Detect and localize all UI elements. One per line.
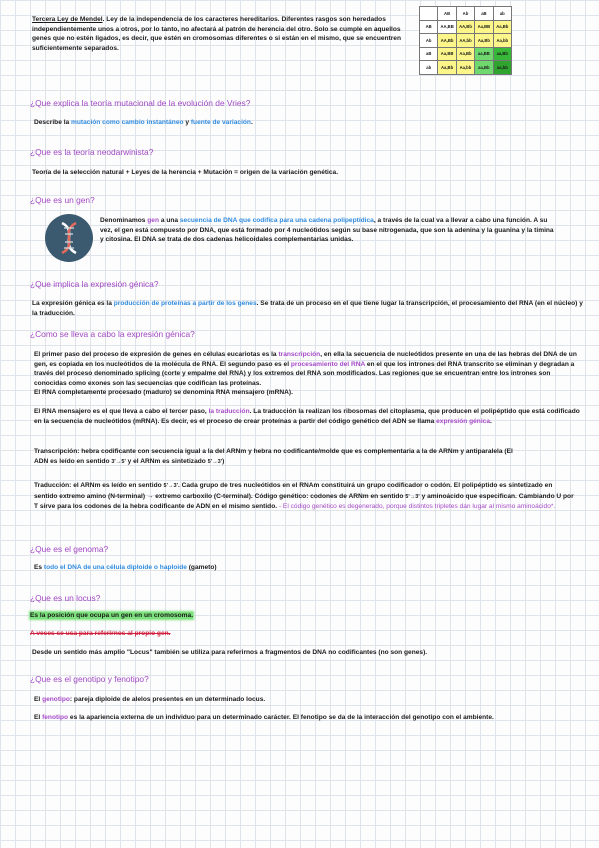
punnett-row-label: AB — [420, 20, 438, 34]
genoma-paragraph — [34, 563, 217, 573]
highlight-term: fenotipo — [42, 714, 69, 721]
heading-neodarwinista: ¿Que es la teoría neodarwinista? — [30, 147, 154, 157]
text-run: a una — [159, 217, 180, 224]
punnett-row-label: aB — [420, 47, 438, 61]
text-run: Es — [34, 564, 44, 571]
heading-genoma: ¿Que es el genoma? — [30, 544, 109, 554]
punnett-cell: Aa,bb — [493, 34, 511, 48]
punnett-cell: AA,Bb — [438, 34, 456, 48]
text-run: es la apariencia externa de un individuo para un determinado carácter. El fenotipo se da de la interacción del genotipo con el ambiente. — [68, 714, 494, 721]
heading-vries: ¿Que explica la teoría mutacional de la evolución de Vries? — [30, 98, 251, 108]
fenotipo-paragraph — [34, 713, 594, 723]
heading-expresion-genica: ¿Que implica la expresión génica? — [30, 279, 159, 289]
traduccion-paragraph — [34, 407, 580, 426]
punnett-row — [420, 61, 512, 75]
highlight-term: genotipo — [42, 696, 70, 703]
text-run: La expresión génica es la — [32, 300, 114, 307]
text-run: Describe la — [34, 119, 72, 126]
punnett-row — [420, 34, 512, 48]
highlighted-sentence: Es la posición que ocupa un gen en un cromosoma. — [30, 612, 194, 619]
highlight-term: todo el DNA de una célula diploide o haploide — [43, 564, 187, 571]
punnett-cell: aa,bb — [493, 61, 511, 75]
punnett-cell: Aa,Bb — [456, 47, 474, 61]
punnett-corner — [420, 7, 438, 21]
punnett-cell: AA,Bb — [456, 20, 474, 34]
mendel-title: Tercera Ley de Mendel — [32, 16, 103, 23]
punnett-cell: Aa,Bb — [493, 20, 511, 34]
punnett-row — [420, 47, 512, 61]
highlight-term: gen — [147, 217, 159, 224]
highlight-term: mutación como cambio instantáneo — [71, 119, 184, 126]
punnett-square — [419, 6, 512, 75]
text-run: , en ella la secuencia de nucleótidos presente en una de las hebras del DNA de un gen, es copiada en los nucleótidos de la molécula de RNA. El segundo paso es el — [34, 351, 577, 368]
text-run: y aminoácido que especifican. Cambiando U por T sirve para los codones de la hebra codificante de ADN en el mismo sentido. — [34, 492, 574, 511]
text-run: (gameto) — [186, 564, 217, 571]
text-run: , a través de la cual va a llevar a cabo una función. A su vez, el gen está compuesto por DNA, que está formado por 4 nucleótidos según su base nitrogenada, que son la adenina y la guanina y la timina y citosina. El DNA se trata de dos cadenas helicoidales complementarias unidas. — [100, 217, 554, 244]
locus-paragraph: Desde un sentido más amplio "Locus" también se utiliza para referirnos a fragmentos de DNA no codificantes (no son genes). — [32, 649, 428, 656]
text-run: y el ARNm es sintetizado — [125, 457, 208, 465]
heading-como-expresion: ¿Como se lleva a cabo la expresión génica? — [30, 329, 195, 339]
highlight-term: transcripción — [278, 351, 321, 358]
text-run: Denominamos — [100, 217, 148, 224]
traduccion-detail — [34, 481, 574, 512]
text-run: . — [250, 119, 253, 126]
punnett-cell: Aa,BB — [475, 20, 493, 34]
text-run: en el que los intrones del RNA transcrito se eliminan y degradan a través del proceso denominado splicing (corte y empalme del RNA) y los extremos del RNA son modificados. Las regiones que se encuentran entre los intrones son conocidas como exones son las secuencias que codifican las proteínas. — [34, 360, 575, 387]
text-run: El — [34, 714, 43, 721]
highlight-term: la traducción — [208, 408, 250, 415]
text-run: El — [34, 696, 43, 703]
dna-icon — [44, 213, 94, 263]
neodarwinista-paragraph: Teoría de la selección natural + Leyes de la herencia + Mutación = origen de la variación genética. — [32, 169, 339, 176]
text-run: ) — [222, 457, 225, 465]
vries-paragraph — [34, 118, 253, 128]
locus-definition — [30, 611, 193, 621]
mendel-paragraph — [32, 15, 412, 53]
punnett-cell: aa,Bb — [493, 47, 511, 61]
heading-genotipo-fenotipo: ¿Que es el genotipo y fenotipo? — [30, 674, 149, 684]
punnett-cell: aa,Bb — [475, 61, 493, 75]
text-run: Transcripción: hebra codificante con secuencia igual a la del ARNm y hebra no codificante/molde que es complementaria a la de ARNm y antiparalela (El ADN es leído en sentido — [34, 448, 513, 465]
punnett-cell: Aa,Bb — [475, 34, 493, 48]
text-run: 5'→3' — [163, 483, 178, 489]
punnett-header-row — [420, 7, 512, 21]
punnett-cell: Aa,Bb — [438, 61, 456, 75]
heading-gen: ¿Que es un gen? — [30, 195, 95, 205]
text-run: El primer paso del proceso de expresión de genes en células eucariotas es la — [34, 351, 279, 358]
text-run: . — [489, 417, 492, 425]
text-run: . Cada grupo de tres nucleótidos en el RNAm constituirá un grupo codificador o codón. El polipéptido es sintetizado en sentido extremo amino (N-terminal) → extremo carboxilo (C-terminal). Código genético: codones de ARNm en sentido — [34, 482, 553, 500]
text-run: El RNA completamente procesado (maduro) se denomina RNA mensajero (mRNA). — [34, 389, 293, 397]
text-run: El RNA mensajero es el que lleva a cabo el tercer paso, — [34, 408, 209, 415]
locus-struck-sentence — [30, 629, 170, 639]
text-run: . La traducción la realizan los ribosomas del citoplasma, que producen el polipéptido que está codificado en la secuencia de nucleótidos (mRNA). Es decir, es el proceso de crear proteínas a partir del código genético del ADN se llama — [34, 408, 580, 425]
text-run: : pareja diploide de alelos presentes en un determinado locus. — [69, 696, 266, 703]
punnett-row — [420, 20, 512, 34]
highlight-term: procesamiento del RNA — [290, 360, 365, 368]
text-run: 3'→5' — [111, 458, 126, 465]
punnett-cell: AA,bb — [456, 34, 474, 48]
transcripcion-detail — [34, 447, 524, 467]
punnett-row-label: ab — [420, 61, 438, 75]
text-run: y — [183, 119, 191, 126]
mendel-text: . Ley de la independencia de los caracteres hereditarios. Diferentes rasgos son heredados independientemente unos a otros, por lo tanto, no afectará al patrón de herencia del otro. Solo se cumple en aquellos genes que no estén ligados, es decir, que estén en cromosomas diferentes o si están en el mismo, que se encuentren suficientemente separados. — [32, 16, 402, 52]
text-run: . Se trata de un proceso en el que tiene lugar la transcripción, el procesamiento del RNA (en el núcleo) y la traducción. — [32, 300, 583, 317]
punnett-cell: Aa,BB — [438, 47, 456, 61]
struck-text: A veces se usa para referirnos al propio gen. — [30, 630, 171, 637]
punnett-header: aB — [475, 7, 493, 21]
heading-locus: ¿Que es un locus? — [30, 593, 101, 603]
highlight-term: secuencia de DNA que codifica para una cadena polipeptídica — [179, 217, 374, 224]
punnett-header: ab — [493, 7, 511, 21]
punnett-header: Ab — [456, 7, 474, 21]
highlight-term: fuente de variación — [190, 119, 251, 126]
highlight-note: - El código genético es degenerado, porque distintos tripletes dan lugar al mismo aminoácido*. — [278, 503, 556, 511]
gen-paragraph — [100, 216, 558, 245]
transcripcion-paragraph — [34, 350, 580, 398]
expresion-paragraph — [32, 299, 588, 318]
punnett-cell: Aa,bb — [456, 61, 474, 75]
punnett-cell: aa,BB — [475, 47, 493, 61]
punnett-header: AB — [438, 7, 456, 21]
punnett-cell: AA,BB — [438, 20, 456, 34]
highlight-term: expresión génica — [436, 417, 490, 425]
text-run: 5'→3' — [405, 493, 420, 500]
text-run: 5'→3' — [207, 458, 223, 465]
text-run: Traducción: el ARNm es leído en sentido — [34, 482, 164, 489]
punnett-row-label: Ab — [420, 34, 438, 48]
genotipo-paragraph — [34, 695, 265, 705]
highlight-term: producción de proteínas a partir de los genes — [113, 300, 257, 307]
